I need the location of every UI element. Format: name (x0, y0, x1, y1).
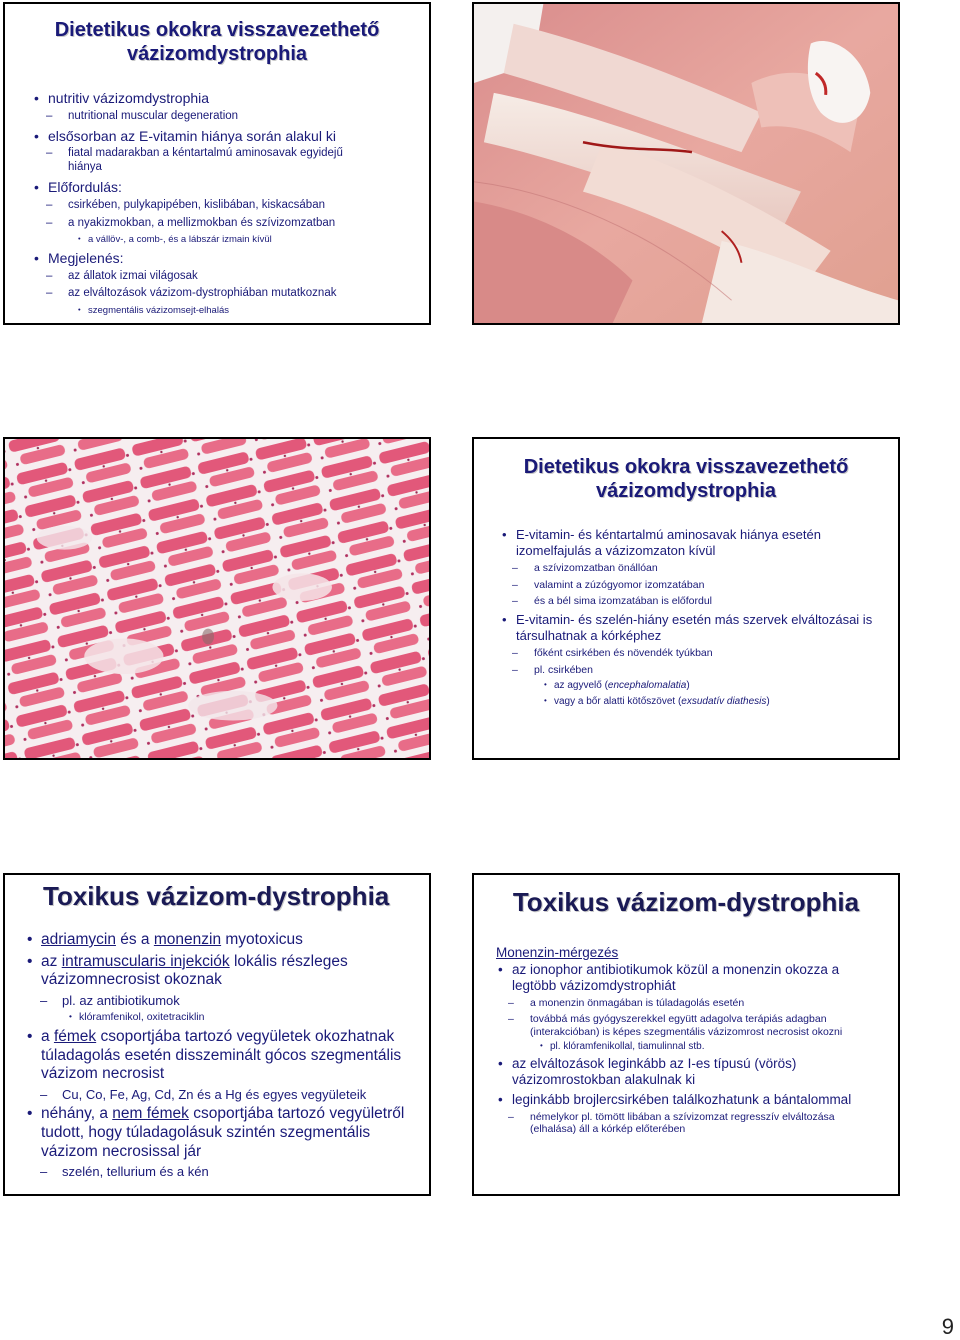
sub-sub-bullet: • pl. klóramfenikollal, tiamulinnal stb. (550, 1041, 900, 1053)
text: az agyvelő ( (554, 680, 608, 692)
slide-6-title: Toxikus vázizom-dystrophia (512, 887, 860, 917)
text: myotoxicus (221, 931, 303, 948)
underlined-term: adriamycin (41, 931, 116, 948)
sub-bullet: – pl. az antibiotikumok (62, 993, 431, 1009)
underlined-term: nem fémek (112, 1105, 189, 1123)
text: a (41, 1027, 54, 1045)
sub-bullet: – Cu, Co, Fe, Ag, Cd, Zn és a Hg és egyes vegyületeik (62, 1087, 431, 1103)
text: vagy a bőr alatti kötőszövet ( (554, 696, 682, 708)
slide-6-bullet-list (474, 962, 900, 1136)
bullet: • Előfordulás: (48, 179, 431, 196)
bullet: • az elváltozások leginkább az I-es típusú (vörös) vázizomrostokban alakulnak ki (512, 1056, 884, 1088)
section-heading: Monenzin-mérgezés (496, 945, 619, 960)
text: ) (686, 680, 690, 692)
italic-term: exsudatív diathesis (681, 696, 767, 708)
sub-bullet: – szelén, tellurium és a kén (62, 1164, 431, 1180)
slide-4 (472, 437, 900, 760)
sub-sub-bullet: • a vállöv-, a comb-, és a lábszár izmain kívül (88, 234, 431, 245)
slide-4-title-line-2: vázizomdystrophia (595, 480, 777, 502)
bullet: • elsősorban az E-vitamin hiánya során alakul ki (48, 128, 431, 145)
slide-1-title-line-2: vázizomdystrophia (126, 43, 308, 65)
text: és a (115, 931, 154, 948)
sub-sub-bullet: • klóramfenikol, oxitetraciklin (79, 1011, 431, 1024)
bullet: • leginkább brojlercsirkében találkozhatunk a bántalommal (512, 1092, 884, 1108)
underlined-term: fémek (53, 1027, 97, 1045)
slide-4-bullet-list (474, 527, 900, 712)
italic-term: encephalomalatia (607, 680, 687, 692)
text: lokális részleges vázizomnecrosist okoznak (41, 952, 348, 989)
bullet: • nutritiv vázizomdystrophia (48, 90, 431, 107)
slide-1 (3, 2, 431, 325)
sub-bullet: – a nyakizmokban, a mellizmokban és szívizomzatban (68, 217, 431, 231)
bullet (41, 953, 419, 990)
bullet: • E-vitamin- és szelén-hiány esetén más szervek elváltozásai is társulhatnak a kórképhez (516, 612, 886, 643)
slide-2-muscle-photo (472, 2, 900, 325)
sub-bullet: – nutritional muscular degeneration (68, 110, 431, 124)
slide-5-title: Toxikus vázizom-dystrophia (43, 881, 390, 911)
underlined-term: monenzin (153, 931, 222, 948)
slide-1-title (5, 4, 429, 66)
text: az (41, 952, 62, 970)
slide-5 (3, 873, 431, 1196)
bullet: • E-vitamin- és kéntartalmú aminosavak hiánya esetén izomelfajulás a vázizomzaton kívül (516, 527, 886, 558)
bullet: • Megjelenés: (48, 250, 431, 267)
slide-6 (472, 873, 900, 1196)
sub-bullet: – fiatal madarakban a kéntartalmú aminosavak egyidejű hiánya (68, 147, 373, 175)
sub-bullet: – csirkében, pulykapipében, kislibában, kiskacsában (68, 199, 431, 213)
slide-3-histology-photo (3, 437, 431, 760)
sub-bullet: – valamint a zúzógyomor izomzatában (534, 579, 900, 592)
slide-4-title-line-1: Dietetikus okokra visszavezethető (523, 456, 849, 478)
sub-bullet: – továbbá más gyógyszerekkel együtt adagolva terápiás adagban (interakcióban) is képes szegmentális vázizomrost necrosist okozni (530, 1013, 880, 1038)
sub-bullet: – némelykor pl. tömött libában a szívizomzat regresszív elváltozása (elhalása) áll a kórkép előterében (530, 1111, 880, 1136)
text: néhány, a (41, 1105, 113, 1123)
sub-bullet: – és a bél sima izomzatában is előfordul (534, 595, 900, 608)
histology-micrograph (5, 439, 429, 758)
text: csoportjába tartozó vegyületek okozhatnak túladagolás esetén disszeminált gócos szegmentális vázizom necrosist (41, 1027, 402, 1083)
bullet (41, 1028, 419, 1084)
sub-bullet: – a monenzin önmagában is túladagolás esetén (530, 997, 880, 1010)
text: csoportjába tartozó vegyületről tudott, hogy túladagolásuk szintén szegmentális vázizom necrosissal jár (41, 1105, 405, 1160)
sub-bullet: – pl. csirkében (534, 664, 900, 677)
pale-muscle-photo (474, 4, 898, 323)
slide-4-title (474, 439, 898, 503)
sub-bullet: – az elváltozások vázizom-dystrophiában mutatkoznak (68, 287, 431, 301)
bullet: • az ionophor antibiotikumok közül a monenzin okozza a legtöbb vázizomdystrophiát (512, 962, 884, 994)
sub-sub-bullet (554, 696, 900, 708)
bullet (41, 1105, 419, 1161)
bullet (41, 931, 419, 950)
text: ) (766, 696, 770, 708)
slide-1-title-line-1: Dietetikus okokra visszavezethető (54, 19, 380, 41)
page-number: 9 (941, 1314, 954, 1339)
sub-bullet: – a szívizomzatban önállóan (534, 562, 900, 575)
slide-1-bullet-list (5, 90, 431, 321)
sub-sub-bullet (554, 680, 900, 692)
underlined-term: intramuscularis injekciók (61, 952, 230, 970)
sub-bullet: – főként csirkében és növendék tyúkban (534, 647, 900, 660)
sub-sub-bullet: • szegmentális vázizomsejt-elhalás (88, 305, 431, 316)
slide-5-bullet-list (5, 931, 431, 1183)
slide-6-body (474, 945, 900, 1139)
sub-bullet: – az állatok izmai világosak (68, 270, 431, 284)
